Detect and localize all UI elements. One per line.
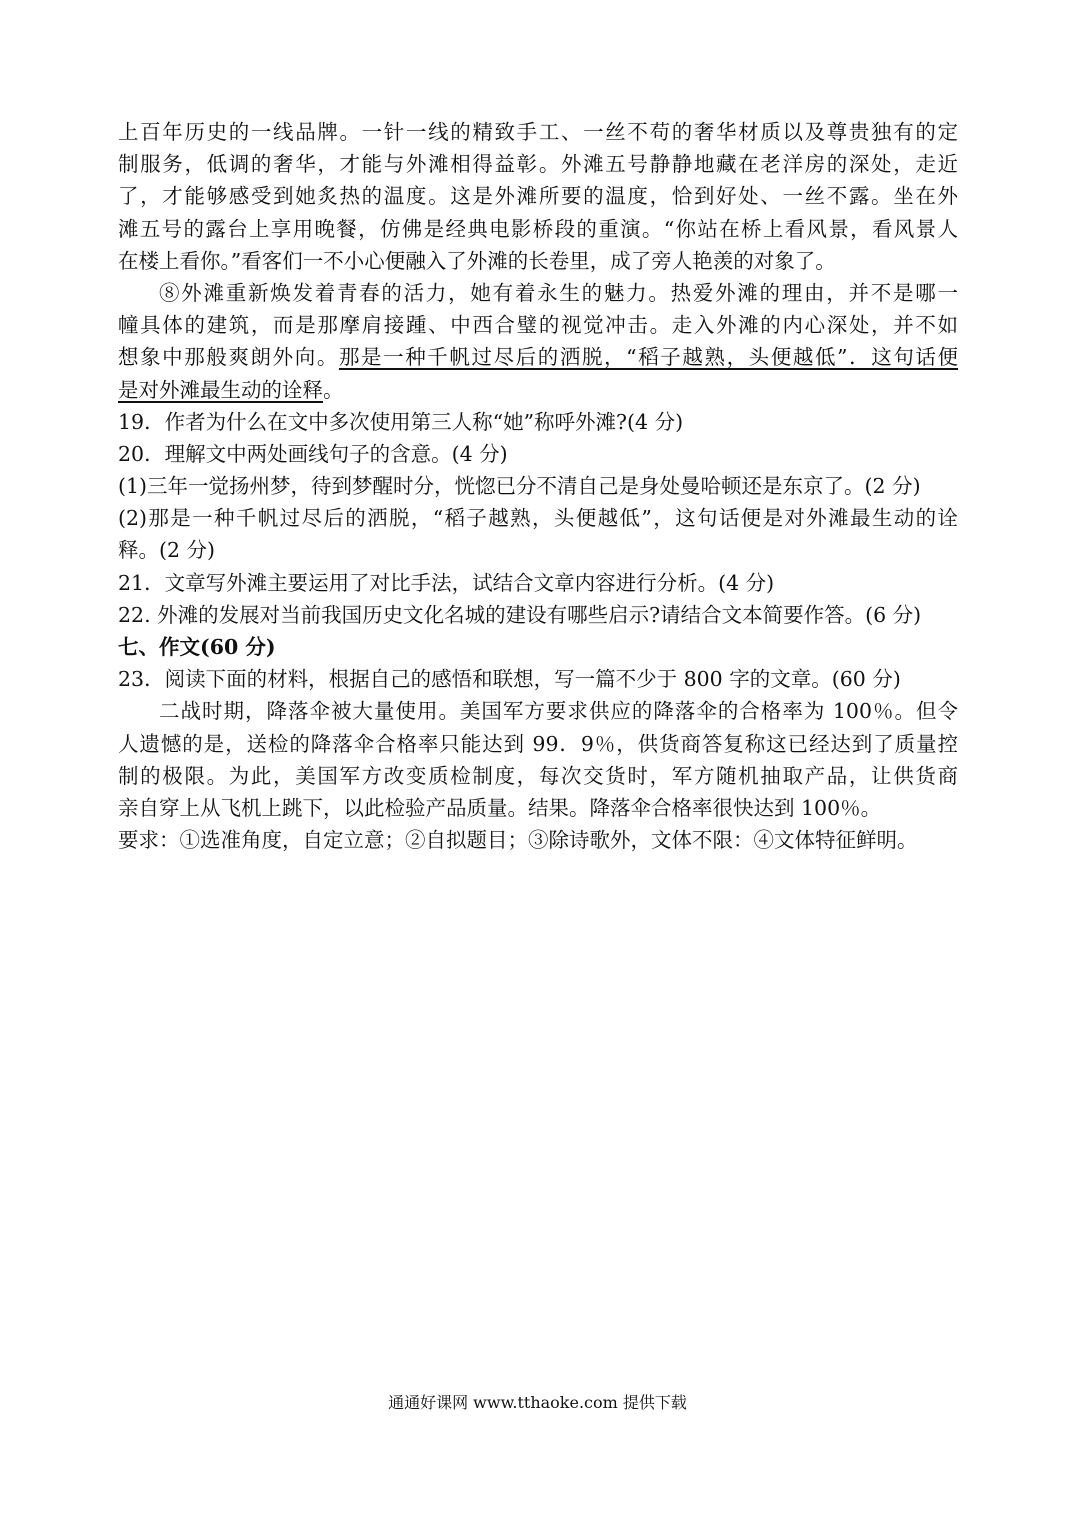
question-22: 22. 外滩的发展对当前我国历史文化名城的建设有哪些启示?请结合文本简要作答。(6 分): [118, 602, 922, 627]
requirements: 要求：①选准角度，自定立意；②自拟题目；③除诗歌外，文体不限：④文体特征鲜明。: [118, 828, 918, 853]
underlined-sentence: 那是一种千帆过尽后的洒脱，“稻子越熟，头便越低”．这句话便: [338, 345, 958, 370]
question-20-part-2-cont: 释。(2 分): [118, 538, 216, 563]
footer-credit: 通通好课网 www.tthaoke.com 提供下载: [388, 1393, 687, 1412]
material-line: 亲自穿上从飞机上跳下，以此检验产品质量。结果。降落伞合格率很快达到 100％。: [118, 795, 882, 820]
passage-line: 了，才能够感受到她炙热的温度。这是外滩所要的温度，恰到好处、一丝不露。坐在外: [118, 184, 958, 209]
passage-line: 在楼上看你。”看客们一不小心便融入了外滩的长卷里，成了旁人艳羡的对象了。: [118, 248, 836, 273]
passage-line: 幢具体的建筑，而是那摩肩接踵、中西合璧的视觉冲击。走入外滩的内心深处，并不如: [118, 313, 958, 338]
question-23: 23．阅读下面的材料，根据自己的感悟和联想，写一篇不少于 800 字的文章。(60 分): [118, 667, 901, 692]
question-20: 20．理解文中两处画线句子的含意。(4 分): [118, 441, 508, 466]
passage-text: 。: [323, 377, 344, 402]
material-line: 制的极限。为此，美国军方改变质检制度，每次交货时，军方随机抽取产品，让供货商: [118, 763, 958, 788]
passage-text: 想象中那般爽朗外向。: [118, 345, 339, 370]
question-20-part-2: (2)那是一种千帆过尽后的洒脱，“稻子越熟，头便越低”，这句话便是对外滩最生动的诠: [118, 506, 958, 531]
passage-line: ⑧外滩重新焕发着青春的活力，她有着永生的魅力。热爱外滩的理由，并不是哪一: [159, 280, 958, 305]
question-21: 21．文章写外滩主要运用了对比手法，试结合文章内容进行分析。(4 分): [118, 570, 775, 595]
underlined-sentence: 是对外滩最生动的诠释: [118, 377, 323, 402]
material-line: 二战时期，降落伞被大量使用。美国军方要求供应的降落伞的合格率为 100％。但令: [159, 699, 958, 724]
passage-line: 制服务，低调的奢华，才能与外滩相得益彰。外滩五号静静地藏在老洋房的深处，走近: [118, 152, 958, 177]
material-line: 人遗憾的是，送检的降落伞合格率只能达到 99．9％，供货商答复称这已经达到了质量控: [118, 731, 958, 756]
question-20-part-1: (1)三年一觉扬州梦，待到梦醒时分，恍惚已分不清自己是身处曼哈顿还是东京了。(2 分): [118, 474, 921, 499]
passage-line: 滩五号的露台上享用晚餐，仿佛是经典电影桥段的重演。“你站在桥上看风景，看风景人: [118, 216, 958, 241]
passage-line: 上百年历史的一线品牌。一针一线的精致手工、一丝不苟的奢华材质以及尊贵独有的定: [118, 120, 958, 144]
exam-page: [118, 116, 958, 856]
question-19: 19．作者为什么在文中多次使用第三人称“她”称呼外滩?(4 分): [118, 409, 684, 434]
section-heading: 七、作文(60 分): [118, 635, 276, 659]
passage-line: [118, 374, 958, 406]
passage-line: [118, 341, 958, 373]
